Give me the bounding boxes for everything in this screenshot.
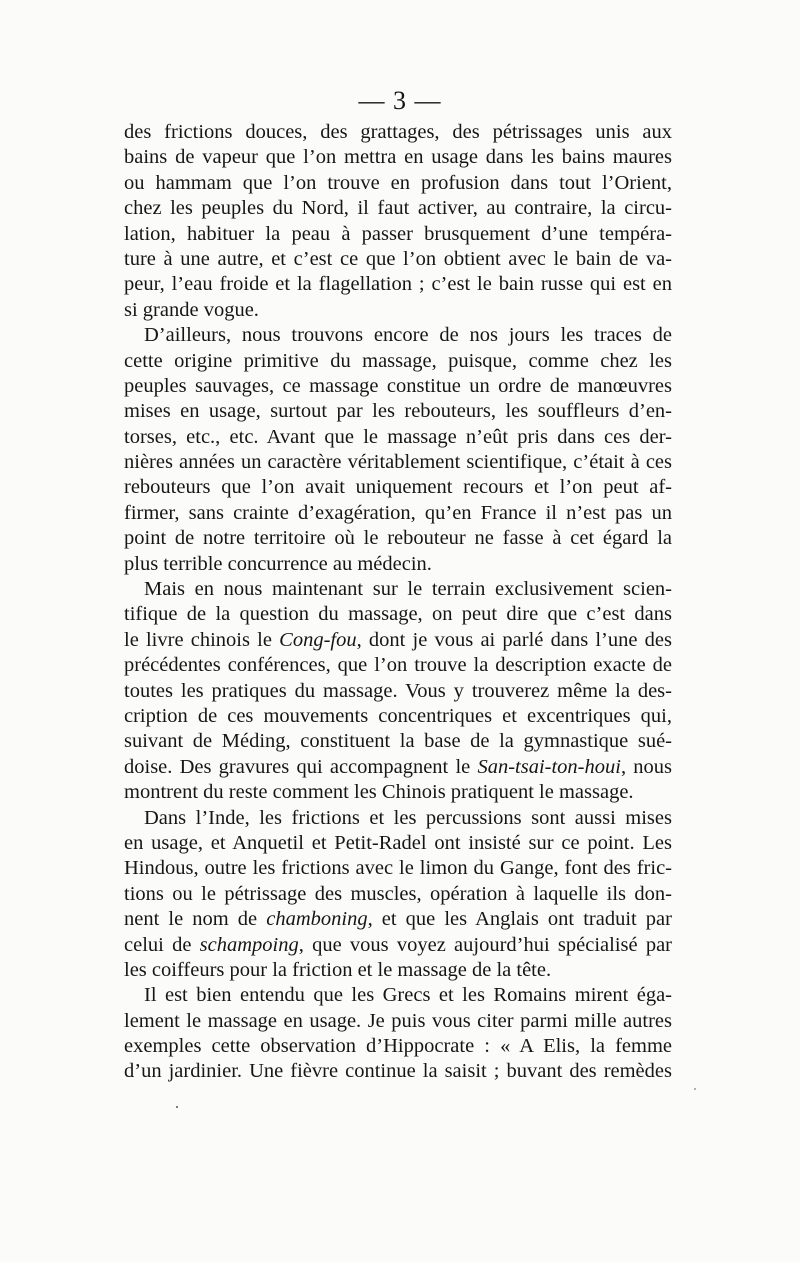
text-line: suivant de Méding, constituent la base de la gymnastique sué- bbox=[124, 730, 672, 753]
text-line bbox=[124, 933, 672, 958]
text-line: ture à une autre, et c’est ce que l’on obtient avec le bain de va- bbox=[124, 247, 672, 270]
text-line: précédentes conférences, que l’on trouve la description exacte de bbox=[124, 654, 672, 677]
text-line: D’ailleurs, nous trouvons encore de nos jours les traces de bbox=[144, 324, 672, 347]
text-line: Hindous, outre les frictions avec le limon du Gange, font des fric- bbox=[124, 857, 672, 880]
page-number: — 3 — bbox=[358, 86, 442, 115]
text-line: torses, etc., etc. Avant que le massage n’eût pris dans ces der- bbox=[124, 425, 672, 448]
text-run: nent le nom de bbox=[124, 908, 267, 931]
text-run: celui de bbox=[124, 933, 200, 956]
text-line: cription de ces mouvements concentriques et excentriques qui, bbox=[124, 704, 672, 727]
text-line: firmer, sans crainte d’exagération, qu’en France il n’est pas un bbox=[124, 501, 672, 524]
text-line: toutes les pratiques du massage. Vous y trouverez même la des- bbox=[124, 679, 672, 702]
text-line: chez les peuples du Nord, il faut activer, au contraire, la circu- bbox=[124, 197, 672, 220]
italic-term: schampoing bbox=[199, 933, 299, 956]
italic-term: chamboning bbox=[266, 908, 368, 931]
italic-term: Cong-fou bbox=[279, 628, 357, 651]
text-run: doise. Des gravures qui accompagnent le bbox=[124, 755, 478, 778]
text-line: Il est bien entendu que les Grecs et les Romains mirent éga- bbox=[144, 984, 672, 1007]
text-line: les coiffeurs pour la friction et le massage de la tête. bbox=[124, 958, 552, 981]
text-line: peur, l’eau froide et la flagellation ; c’est le bain russe qui est en bbox=[124, 273, 672, 296]
text-line: en usage, et Anquetil et Petit-Radel ont insisté sur ce point. Les bbox=[124, 831, 672, 854]
text-line: Dans l’Inde, les frictions et les percussions sont aussi mises bbox=[144, 806, 672, 829]
text-line: cette origine primitive du massage, puisque, comme chez les bbox=[124, 349, 672, 372]
text-line bbox=[124, 907, 672, 932]
text-line: des frictions douces, des grattages, des pétrissages unis aux bbox=[124, 121, 672, 143]
text-run: , nous bbox=[620, 755, 673, 778]
text-line bbox=[124, 755, 672, 780]
text-run: , que vous voyez aujourd’hui spécialisé par bbox=[298, 933, 672, 956]
text-line: lation, habituer la peau à passer brusquement d’une tempéra- bbox=[124, 222, 672, 245]
text-line: tions ou le pétrissage des muscles, opération à laquelle ils don- bbox=[124, 882, 672, 905]
scan-speck bbox=[694, 1088, 696, 1090]
text-line: mises en usage, surtout par les rebouteurs, les souffleurs d’en- bbox=[124, 400, 672, 423]
text-line: exemples cette observation d’Hippocrate : « A Elis, la femme bbox=[124, 1035, 672, 1058]
text-line: lement le massage en usage. Je puis vous citer parmi mille autres bbox=[124, 1009, 672, 1032]
text-line bbox=[124, 628, 672, 653]
text-line: Mais en nous maintenant sur le terrain exclusivement scien- bbox=[144, 578, 672, 601]
paragraph-3 bbox=[124, 577, 672, 806]
text-run: , dont je vous ai parlé dans l’une des bbox=[356, 628, 672, 651]
text-line: si grande vogue. bbox=[124, 298, 259, 321]
paragraph-1 bbox=[124, 120, 672, 323]
text-line: tifique de la question du massage, on peut dire que c’est dans bbox=[124, 603, 672, 626]
text-line: montrent du reste comment les Chinois pratiquent le massage. bbox=[124, 781, 634, 804]
text-line: ou hammam que l’on trouve en profusion dans tout l’Orient, bbox=[124, 171, 672, 194]
text-run: le livre chinois le bbox=[124, 628, 280, 651]
text-line: bains de vapeur que l’on mettra en usage dans les bains maures bbox=[124, 146, 672, 169]
text-line: point de notre territoire où le rebouteur ne fasse à cet égard la bbox=[124, 527, 672, 550]
scan-speck bbox=[176, 1106, 178, 1108]
text-line: rebouteurs que l’on avait uniquement recours et l’on peut af- bbox=[124, 476, 672, 499]
italic-term: San-tsai-ton-houi bbox=[477, 755, 621, 778]
text-run: , et que les Anglais ont traduit par bbox=[367, 908, 672, 931]
body-text bbox=[124, 120, 672, 1085]
text-line: plus terrible concurrence au médecin. bbox=[124, 552, 432, 575]
paragraph-5 bbox=[124, 983, 672, 1085]
text-line: nières années un caractère véritablement scientifique, c’était à ces bbox=[124, 451, 672, 474]
paragraph-2 bbox=[124, 323, 672, 577]
text-line: d’un jardinier. Une fièvre continue la saisit ; buvant des remèdes bbox=[124, 1060, 672, 1083]
text-line: peuples sauvages, ce massage constitue un ordre de manœuvres bbox=[124, 374, 672, 397]
paragraph-4 bbox=[124, 806, 672, 984]
